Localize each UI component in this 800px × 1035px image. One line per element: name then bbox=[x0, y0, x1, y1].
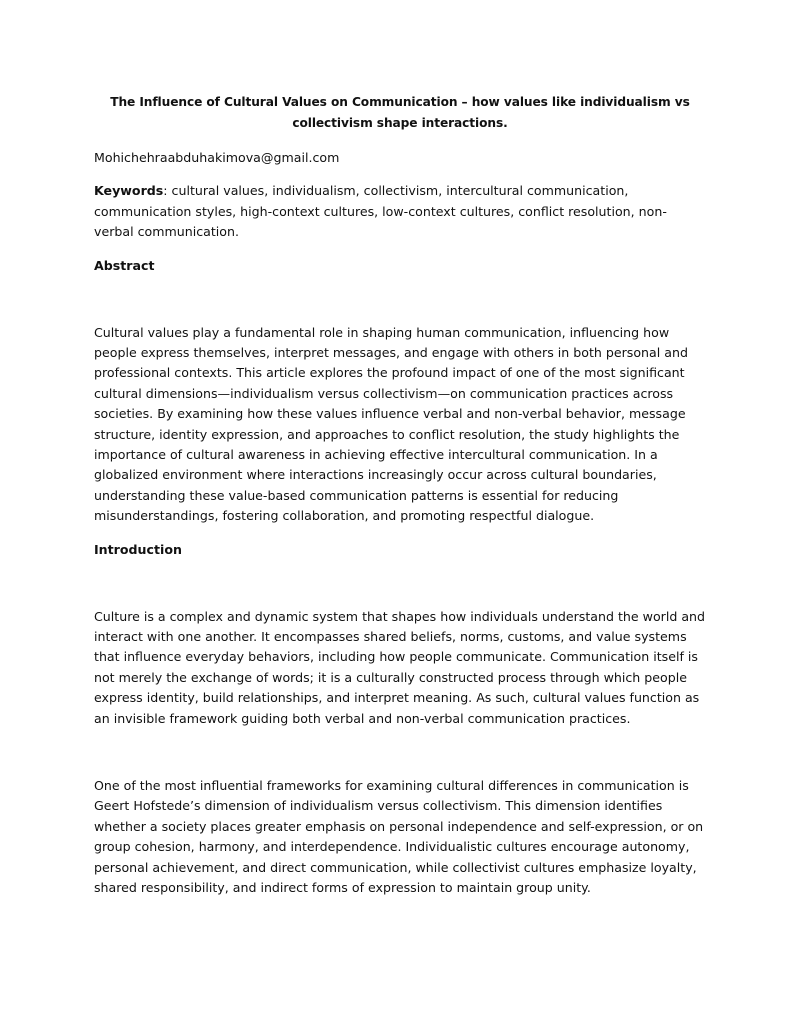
abstract-paragraph: Cultural values play a fundamental role in shaping human communication, influencing how people express themselves, interpret messages, and engage with others in both personal and professional contexts. This article explores the profound impact of one of the most significant cultural dimensions—individualism versus collectivism—on communication practices across societies. By examining how these values influence verbal and non-verbal behavior, message structure, identity expression, and approaches to conflict resolution, the study highlights the importance of cultural awareness in achieving effective intercultural communication. In a globalized environment where interactions increasingly occur across cultural boundaries, understanding these value-based communication patterns is essential for reducing misunderstandings, fostering collaboration, and promoting respectful dialogue. bbox=[94, 324, 688, 524]
introduction-heading: Introduction bbox=[94, 541, 182, 557]
keywords-text: : cultural values, individualism, collectivism, intercultural communication, communication styles, high-context cultures, low-context cultures, conflict resolution, non-verbal communication. bbox=[94, 183, 667, 239]
paper-title: The Influence of Cultural Values on Communication – how values like individualism vs collectivism shape interactions. bbox=[110, 95, 690, 130]
introduction-paragraph-2: One of the most influential frameworks for examining cultural differences in communication is Geert Hofstede’s dimension of individualism versus collectivism. This dimension identifies whether a society places greater emphasis on personal independence and self-expression, or on group cohesion, harmony, and interdependence. Individualistic cultures encourage autonomy, personal achievement, and direct communication, while collectivist cultures emphasize loyalty, shared responsibility, and indirect forms of expression to maintain group unity. bbox=[94, 778, 704, 896]
introduction-paragraph-1: Culture is a complex and dynamic system that shapes how individuals understand the world and interact with one another. It encompasses shared beliefs, norms, customs, and value systems that influence everyday behaviors, including how people communicate. Communication itself is not merely the exchange of words; it is a culturally constructed process through which people express identity, build relationships, and interpret meaning. As such, cultural values function as an invisible framework guiding both verbal and non-verbal communication practices. bbox=[94, 608, 706, 726]
keywords-line bbox=[94, 181, 706, 243]
keywords-label: Keywords bbox=[94, 183, 164, 198]
author-email: Mohichehraabduhakimova@gmail.com bbox=[94, 150, 340, 165]
abstract-heading: Abstract bbox=[94, 257, 155, 273]
paper-page bbox=[94, 92, 706, 898]
